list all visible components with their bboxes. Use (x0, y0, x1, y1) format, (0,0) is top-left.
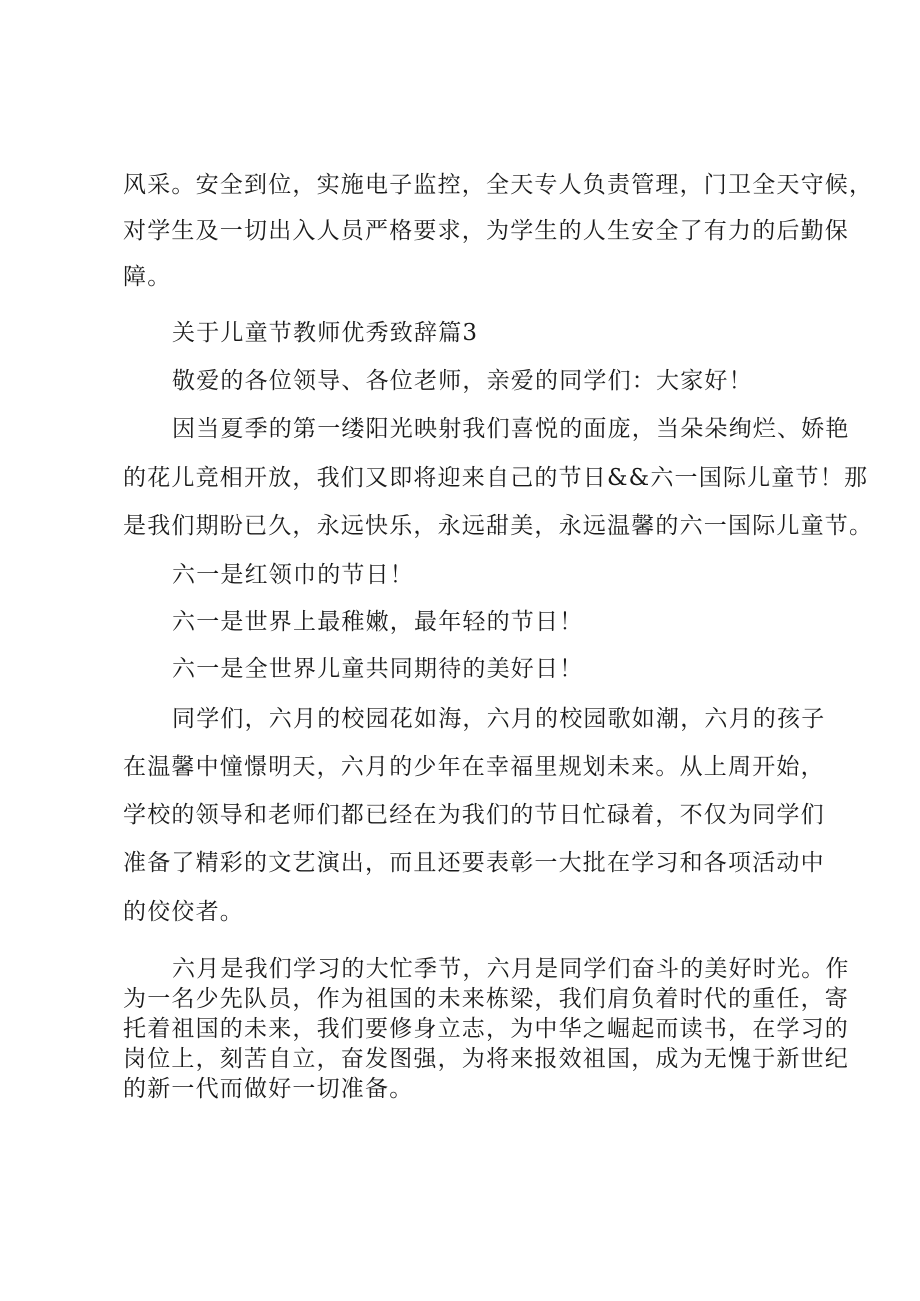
text-line: 的佼佼者。 (123, 899, 244, 925)
text-line: 托着祖国的未来，我们要修身立志，为中华之崛起而读书，在学习的 (123, 1016, 849, 1042)
text-line: 为一名少先队员，作为祖国的未来栋梁，我们肩负着时代的重任，寄 (123, 986, 849, 1012)
text-line: 准备了精彩的文艺演出，而且还要表彰一大批在学习和各项活动中 (123, 850, 825, 876)
text-line: 的花儿竞相开放，我们又即将迎来自己的节日&&六一国际儿童节！那 (123, 465, 869, 491)
text-line: 风采。安全到位，实施电子监控，全天专人负责管理，门卫全天守候， (123, 172, 874, 198)
text-line: 六一是红领巾的节日！ (172, 562, 414, 588)
text-line: 对学生及一切出入人员严格要求，为学生的人生安全了有力的后勤保 (123, 218, 849, 244)
text-line: 六一是全世界儿童共同期待的美好日！ (172, 656, 584, 682)
salutation: 敬爱的各位领导、各位老师，亲爱的同学们：大家好！ (172, 368, 753, 394)
text-line: 的新一代而做好一切准备。 (123, 1076, 414, 1102)
text-line: 障。 (123, 264, 172, 290)
text-line: 同学们，六月的校园花如海，六月的校园歌如潮，六月的孩子 (172, 706, 826, 732)
text-line: 岗位上，刻苦自立，奋发图强，为将来报效祖国，成为无愧于新世纪 (123, 1046, 849, 1072)
text-line: 在温馨中憧憬明天，六月的少年在幸福里规划未来。从上周开始， (123, 754, 825, 780)
text-line: 因当夏季的第一缕阳光映射我们喜悦的面庞，当朵朵绚烂、娇艳 (172, 416, 850, 442)
section-heading: 关于儿童节教师优秀致辞篇3 (172, 320, 479, 346)
text-line: 六一是世界上最稚嫩，最年轻的节日！ (172, 609, 584, 635)
text-line: 是我们期盼已久，永远快乐，永远甜美，永远温馨的六一国际儿童节。 (123, 513, 874, 539)
text-line: 学校的领导和老师们都已经在为我们的节日忙碌着，不仅为同学们 (123, 802, 825, 828)
text-line: 六月是我们学习的大忙季节，六月是同学们奋斗的美好时光。作 (172, 956, 850, 982)
